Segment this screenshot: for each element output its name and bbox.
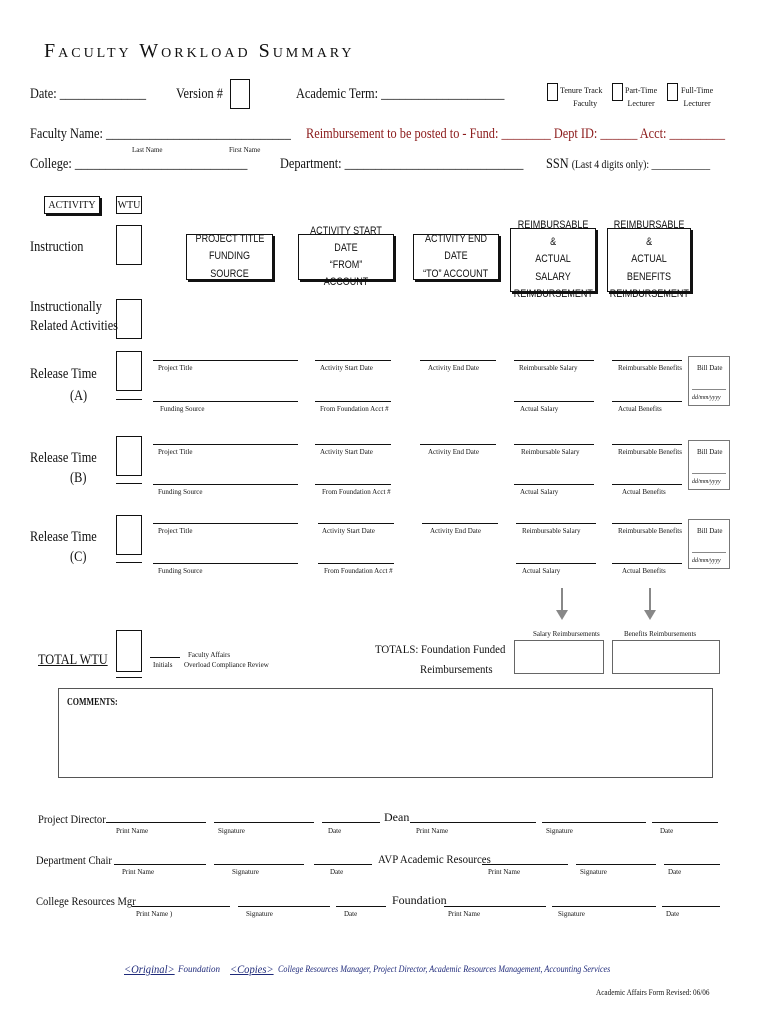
instr-related-wtu-box[interactable]: [116, 299, 142, 339]
avp-signature-caption: Signature: [580, 868, 607, 876]
pd-date-caption: Date: [328, 827, 342, 835]
release-b-actual-salary: Actual Salary: [520, 488, 559, 496]
release-c-actual-benefits: Actual Benefits: [622, 567, 666, 575]
release-a-start: Activity Start Date: [320, 364, 373, 372]
instr-related-label: Instructionally Related Activities: [30, 299, 118, 334]
dept-chair-label: Department Chair: [36, 853, 112, 867]
pd-signature-caption: Signature: [218, 827, 245, 835]
crm-date-caption: Date: [344, 910, 358, 918]
release-c-actual-benefits-line[interactable]: [612, 563, 682, 564]
release-b-benefits: Reimbursable Benefits: [618, 448, 682, 456]
release-b-from-line[interactable]: [315, 484, 391, 485]
avp-date-caption: Date: [668, 868, 682, 876]
release-c-letter: (C): [70, 549, 87, 565]
original-to: Foundation: [178, 964, 220, 974]
salary-total-box[interactable]: [514, 640, 604, 674]
release-a-project-title: Project Title: [158, 364, 193, 372]
copies-label: <Copies>: [230, 962, 274, 976]
f-signature-caption: Signature: [558, 910, 585, 918]
release-c-wtu-box[interactable]: [116, 515, 142, 555]
release-b-actual-salary-line[interactable]: [514, 484, 594, 485]
release-a-label: Release Time: [30, 366, 97, 382]
release-b-benefits-line[interactable]: [612, 444, 682, 445]
comments-box[interactable]: [58, 688, 713, 778]
release-a-from-line[interactable]: [315, 401, 391, 402]
release-b-start: Activity Start Date: [320, 448, 373, 456]
end-date-header: ACTIVITY END DATE “TO” ACCOUNT: [413, 234, 499, 280]
wtu-header: WTU: [116, 196, 142, 214]
release-b-wtu-box[interactable]: [116, 436, 142, 476]
dean-date-line[interactable]: [652, 822, 718, 823]
release-c-funding: Funding Source: [158, 567, 203, 575]
college-field[interactable]: College: ____________________________: [30, 156, 248, 172]
crm-signature-caption: Signature: [246, 910, 273, 918]
dept-chair-signature-line[interactable]: [214, 864, 304, 865]
department-field[interactable]: Department: _____________________________: [280, 156, 524, 172]
release-a-salary-line[interactable]: [514, 360, 594, 361]
dean-date-caption: Date: [660, 827, 674, 835]
activity-header: ACTIVITY: [44, 196, 100, 214]
dean-print-caption: Print Name: [416, 827, 449, 835]
dean-label: Dean: [384, 810, 410, 824]
project-director-label: Project Director: [38, 812, 106, 826]
release-c-start-line[interactable]: [318, 523, 394, 524]
crm-date-line[interactable]: [336, 906, 386, 907]
last-name-caption: Last Name: [132, 146, 163, 154]
total-wtu-box[interactable]: [116, 630, 142, 672]
totals-label: TOTALS: Foundation Funded: [375, 642, 506, 656]
release-a-letter: (A): [70, 388, 88, 404]
project-title-header: PROJECT TITLE FUNDING SOURCE: [186, 234, 273, 280]
academic-term-field[interactable]: Academic Term: ____________________: [296, 86, 505, 102]
project-director-signature-line[interactable]: [214, 822, 314, 823]
release-a-actual-salary: Actual Salary: [520, 405, 559, 413]
instruction-label: Instruction: [30, 239, 84, 255]
start-date-header: ACTIVITY START DATE “FROM” ACCOUNT: [298, 234, 394, 280]
dc-date-caption: Date: [330, 868, 344, 876]
release-a-benefits-line[interactable]: [612, 360, 682, 361]
reimbursement-posting-field[interactable]: Reimbursement to be posted to - Fund: ________ Dept ID: ______ Acct: _________: [306, 126, 726, 142]
release-a-start-line[interactable]: [315, 360, 391, 361]
avp-print-line[interactable]: [482, 864, 568, 865]
college-resources-label: College Resources Mgr: [36, 894, 136, 908]
ssn-field[interactable]: SSN (Last 4 digits only): ____________: [546, 156, 711, 172]
tenure-track-checkbox[interactable]: [547, 83, 558, 101]
copies-to: College Resources Manager, Project Director, Academic Resources Management, Accounting Services: [278, 964, 611, 974]
release-c-from-line[interactable]: [318, 563, 394, 564]
release-c-end: Activity End Date: [430, 527, 481, 535]
full-time-label: Full-Time Lecturer: [681, 86, 714, 108]
release-b-label: Release Time: [30, 450, 97, 466]
pd-print-caption: Print Name: [116, 827, 149, 835]
release-a-funding-line[interactable]: [153, 401, 298, 402]
overload-caption: Overload Compliance Review: [184, 661, 269, 669]
release-a-funding: Funding Source: [160, 405, 205, 413]
release-c-bill-fmt: dd/mm/yyyy: [692, 558, 721, 564]
dept-chair-print-line[interactable]: [114, 864, 206, 865]
dean-signature-line[interactable]: [542, 822, 646, 823]
release-b-funding-line[interactable]: [153, 484, 298, 485]
release-a-end-line[interactable]: [420, 360, 496, 361]
faculty-affairs-caption: Faculty Affairs: [188, 651, 231, 659]
avp-label: AVP Academic Resources: [378, 852, 491, 866]
release-a-from-acct: From Foundation Acct #: [320, 405, 389, 413]
release-b-project-title: Project Title: [158, 448, 193, 456]
release-a-bill-fmt: dd/mm/yyyy: [692, 395, 721, 401]
release-c-bill: Bill Date: [697, 527, 723, 535]
release-a-actual-salary-line[interactable]: [514, 401, 594, 402]
release-c-benefits: Reimbursable Benefits: [618, 527, 682, 535]
dean-signature-caption: Signature: [546, 827, 573, 835]
release-b-bill-fmt: dd/mm/yyyy: [692, 479, 721, 485]
instruction-wtu-box[interactable]: [116, 225, 142, 265]
release-a-end: Activity End Date: [428, 364, 479, 372]
avp-print-caption: Print Name: [488, 868, 521, 876]
release-b-letter: (B): [70, 470, 87, 486]
release-c-from-acct: From Foundation Acct #: [324, 567, 393, 575]
foundation-date-line[interactable]: [662, 906, 720, 907]
f-date-caption: Date: [666, 910, 680, 918]
comments-label: COMMENTS:: [67, 697, 118, 708]
foundation-signature-line[interactable]: [552, 906, 656, 907]
initials-caption: Initials: [153, 661, 173, 669]
dept-chair-date-line[interactable]: [314, 864, 372, 865]
release-c-funding-line[interactable]: [153, 563, 298, 564]
release-b-end-line[interactable]: [420, 444, 496, 445]
crm-print-line[interactable]: [132, 906, 230, 907]
first-name-caption: First Name: [229, 146, 261, 154]
release-c-actual-salary-line[interactable]: [516, 563, 596, 564]
release-a-wtu-box[interactable]: [116, 351, 142, 391]
part-time-label: Part-Time Lecturer: [625, 86, 658, 108]
project-director-print-line[interactable]: [106, 822, 206, 823]
release-c-actual-salary: Actual Salary: [522, 567, 561, 575]
initials-line[interactable]: [150, 657, 180, 658]
release-b-funding: Funding Source: [158, 488, 203, 496]
release-a-actual-benefits-line[interactable]: [612, 401, 682, 402]
original-label: <Original>: [124, 962, 175, 976]
avp-date-line[interactable]: [664, 864, 720, 865]
page-title: Faculty Workload Summary: [44, 40, 355, 62]
revision-note: Academic Affairs Form Revised: 06/06: [596, 988, 710, 997]
release-b-from-acct: From Foundation Acct #: [322, 488, 391, 496]
reimb-benefits-header: REIMBURSABLE & ACTUAL BENEFITS REIMBURSEMENT: [607, 228, 691, 292]
version-box[interactable]: [230, 79, 250, 109]
release-c-salary-line[interactable]: [516, 523, 596, 524]
release-b-actual-benefits: Actual Benefits: [622, 488, 666, 496]
salary-reimb-caption: Salary Reimbursements: [533, 630, 600, 638]
release-c-project-title-line[interactable]: [153, 523, 298, 524]
release-a-salary: Reimbursable Salary: [519, 364, 578, 372]
release-c-project-title: Project Title: [158, 527, 193, 535]
release-b-actual-benefits-line[interactable]: [612, 484, 682, 485]
release-c-salary: Reimbursable Salary: [522, 527, 581, 535]
total-wtu-label: TOTAL WTU: [38, 652, 108, 668]
release-b-bill: Bill Date: [697, 448, 723, 456]
reimbursements-label: Reimbursements: [420, 662, 493, 676]
release-a-benefits: Reimbursable Benefits: [618, 364, 682, 372]
project-director-date-line[interactable]: [322, 822, 380, 823]
release-c-end-line[interactable]: [422, 523, 498, 524]
foundation-print-line[interactable]: [444, 906, 546, 907]
crm-print-caption: Print Name ): [136, 910, 173, 918]
f-print-caption: Print Name: [448, 910, 481, 918]
benefits-total-box[interactable]: [612, 640, 720, 674]
release-b-project-title-line[interactable]: [153, 444, 298, 445]
foundation-label: Foundation: [392, 893, 447, 907]
benefits-reimb-caption: Benefits Reimbursements: [624, 630, 697, 638]
dc-signature-caption: Signature: [232, 868, 259, 876]
release-a-project-title-line[interactable]: [153, 360, 298, 361]
avp-signature-line[interactable]: [576, 864, 656, 865]
release-c-label: Release Time: [30, 529, 97, 545]
version-label: Version #: [176, 86, 223, 102]
release-b-end: Activity End Date: [428, 448, 479, 456]
release-a-actual-benefits: Actual Benefits: [618, 405, 662, 413]
release-c-benefits-line[interactable]: [612, 523, 682, 524]
release-b-salary: Reimbursable Salary: [521, 448, 580, 456]
faculty-name-field[interactable]: Faculty Name: ______________________________: [30, 126, 291, 142]
dc-print-caption: Print Name: [122, 868, 155, 876]
release-b-start-line[interactable]: [315, 444, 391, 445]
release-a-bill: Bill Date: [697, 364, 723, 372]
full-time-checkbox[interactable]: [667, 83, 678, 101]
crm-signature-line[interactable]: [238, 906, 330, 907]
reimb-salary-header: REIMBURSABLE & ACTUAL SALARY REIMBURSEMENT: [510, 228, 596, 292]
tenure-track-label: Tenure Track Faculty: [560, 86, 603, 108]
release-b-salary-line[interactable]: [514, 444, 594, 445]
dean-print-line[interactable]: [410, 822, 536, 823]
part-time-checkbox[interactable]: [612, 83, 623, 101]
release-c-start: Activity Start Date: [322, 527, 375, 535]
date-field[interactable]: Date: ______________: [30, 86, 147, 102]
